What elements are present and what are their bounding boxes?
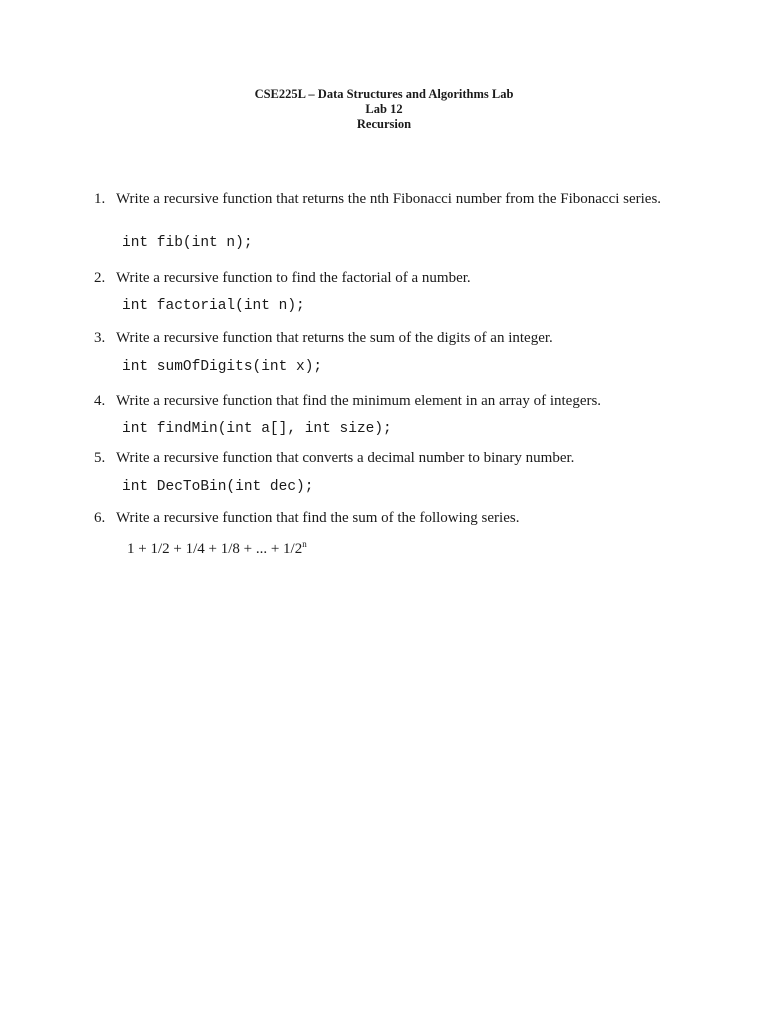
problem-4 [94, 393, 674, 410]
problem-1 [94, 191, 674, 208]
problem-4-signature: int findMin(int a[], int size); [122, 421, 392, 437]
problem-number: 6. [94, 510, 106, 526]
problem-text: Write a recursive function that find the sum of the following series. [116, 510, 520, 526]
problem-text: Write a recursive function that returns the nth Fibonacci number from the Fibonacci series. [116, 191, 662, 207]
problem-1-signature: int fib(int n); [122, 235, 253, 251]
problem-2 [94, 270, 674, 287]
problem-3-signature: int sumOfDigits(int x); [122, 359, 323, 375]
problem-number: 4. [94, 393, 106, 409]
lab-number: Lab 12 [365, 102, 403, 116]
problem-text: Write a recursive function to find the factorial of a number. [116, 270, 471, 286]
series-expression [127, 541, 307, 558]
problem-5 [94, 450, 674, 467]
document-header [0, 87, 768, 132]
problem-text: Write a recursive function that returns the sum of the digits of an integer. [116, 330, 553, 346]
problem-5-signature: int DecToBin(int dec); [122, 479, 314, 495]
problem-number: 2. [94, 270, 106, 286]
lab-topic: Recursion [356, 117, 412, 131]
problem-number: 5. [94, 450, 106, 466]
problem-6 [94, 510, 674, 527]
problem-2-signature: int factorial(int n); [122, 298, 305, 314]
series-base: 1 + 1/2 + 1/4 + 1/8 + ... + 1/2 [127, 541, 303, 557]
problem-3 [94, 330, 674, 347]
series-exponent: n [302, 539, 307, 549]
problem-text: Write a recursive function that find the minimum element in an array of integers. [116, 393, 602, 409]
course-title: CSE225L – Data Structures and Algorithms Lab [254, 87, 514, 101]
problem-number: 1. [94, 191, 106, 207]
problem-number: 3. [94, 330, 106, 346]
problem-text: Write a recursive function that converts a decimal number to binary number. [116, 450, 575, 466]
